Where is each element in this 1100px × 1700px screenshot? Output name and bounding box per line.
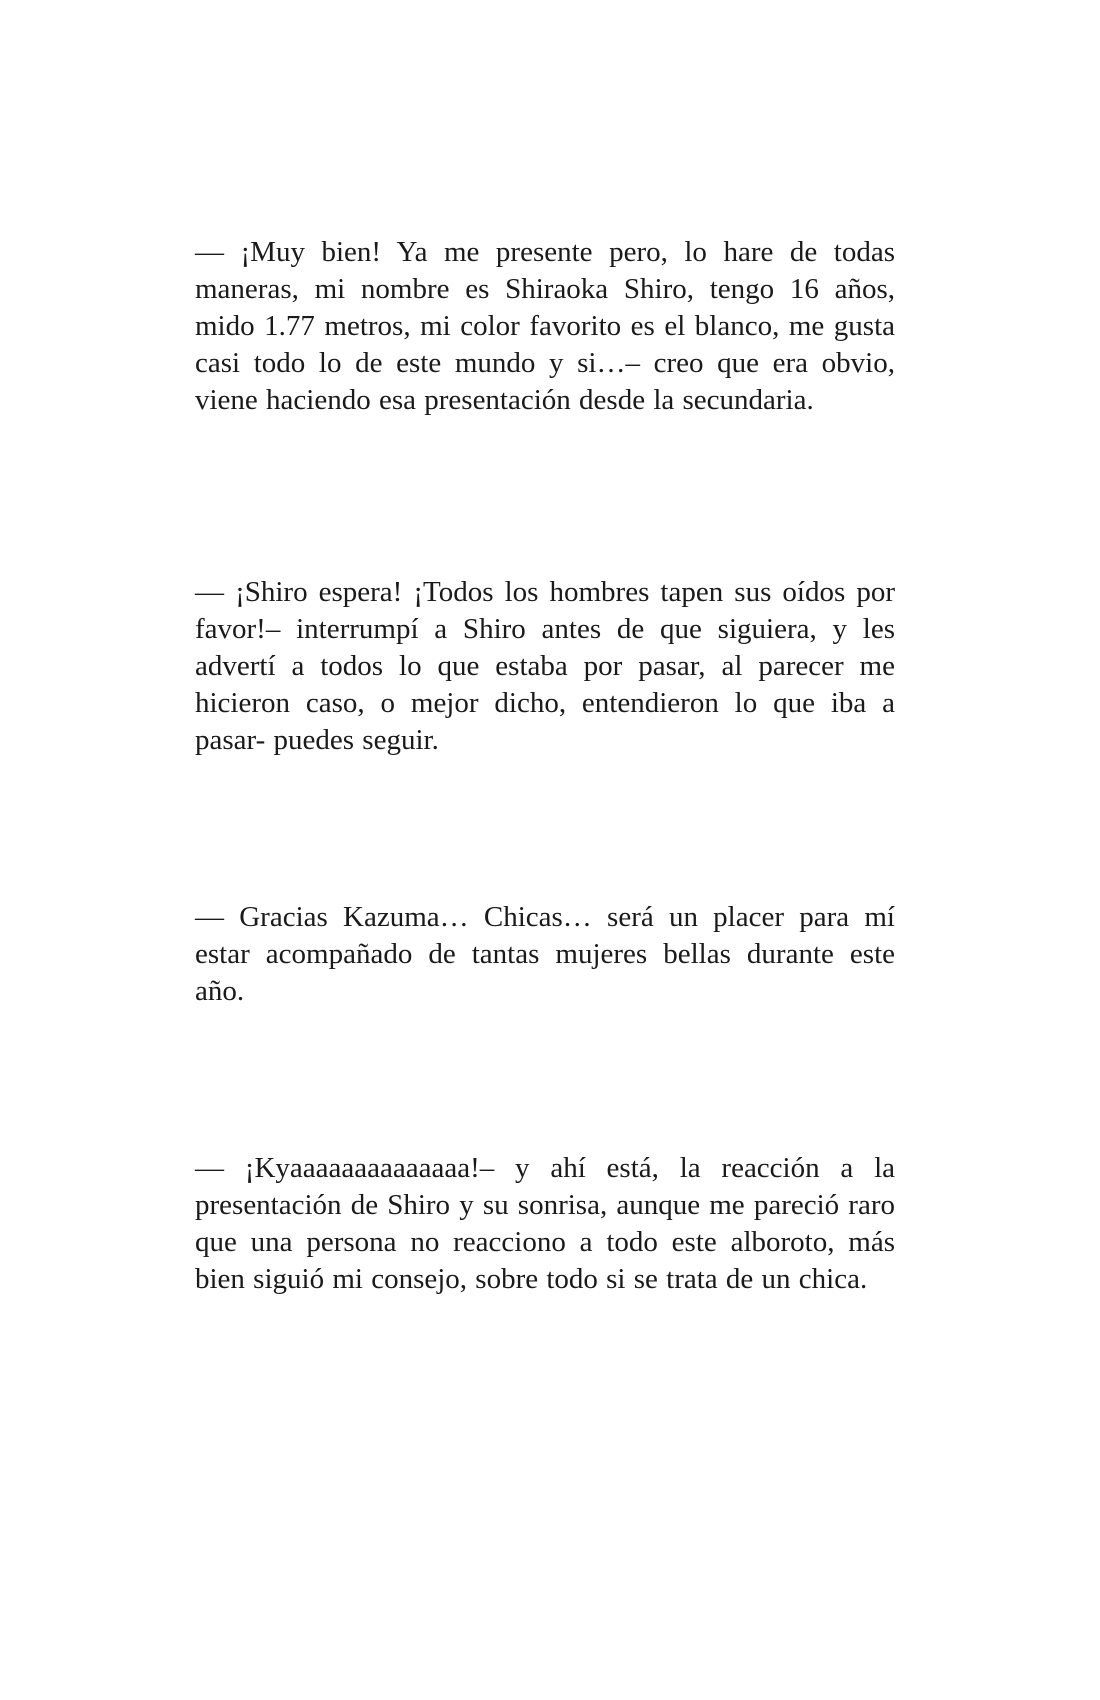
paragraph-3: — Gracias Kazuma… Chicas… será un placer para mí estar acompañado de tantas mujeres bellas durante este año.	[195, 901, 895, 1007]
paragraph-2: — ¡Shiro espera! ¡Todos los hombres tapen sus oídos por favor!– interrumpí a Shiro antes de que siguiera, y les advertí a todos lo que estaba por pasar, al parecer me hicieron caso, o mejor dicho, entendieron lo que iba a pasar- puedes seguir.	[195, 576, 895, 756]
paragraph-4: — ¡Kyaaaaaaaaaaaaaa!– y ahí está, la reacción a la presentación de Shiro y su sonrisa, aunque me pareció raro que una persona no reacciono a todo este alboroto, más bien siguió mi consejo, sobre todo si se trata de un chica.	[195, 1152, 895, 1295]
paragraph-1: — ¡Muy bien! Ya me presente pero, lo hare de todas maneras, mi nombre es Shiraoka Shiro, tengo 16 años, mido 1.77 metros, mi color favorito es el blanco, me gusta casi todo lo de este mundo y si…– creo que era obvio, viene haciendo esa presentación desde la secundaria.	[195, 236, 895, 416]
